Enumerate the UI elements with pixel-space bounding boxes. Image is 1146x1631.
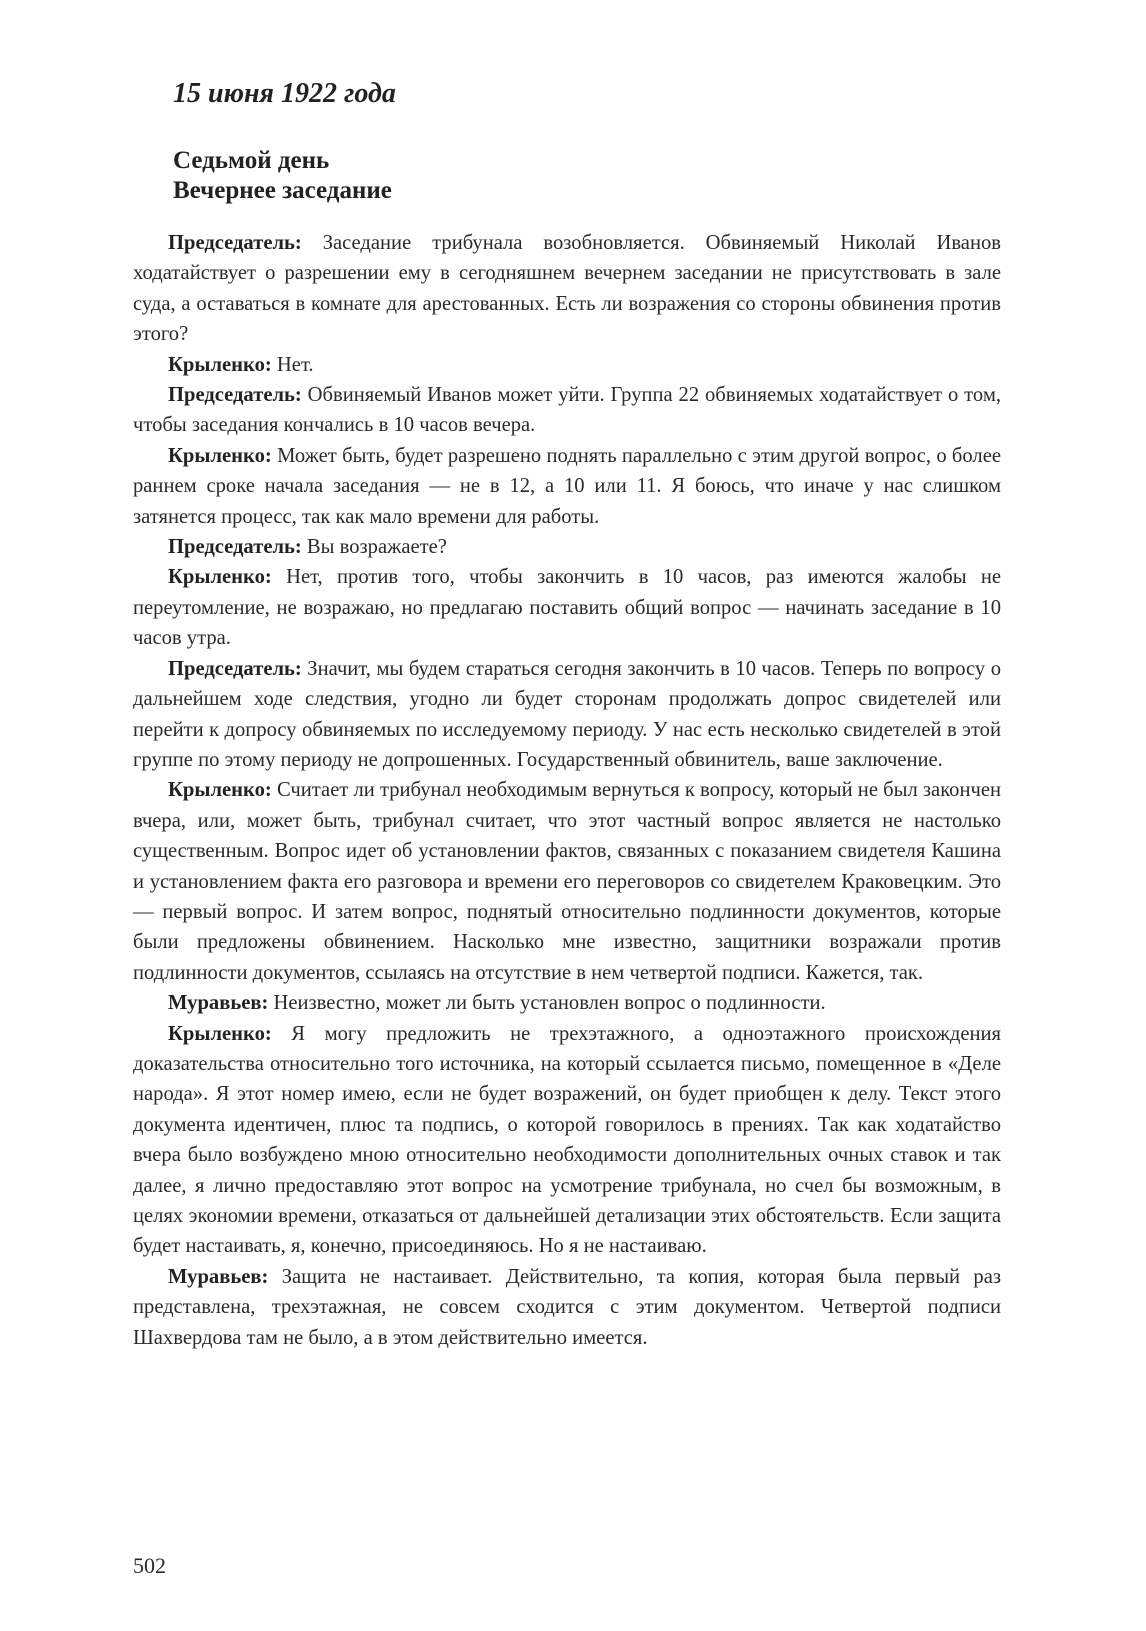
transcript-paragraph [133, 562, 1001, 653]
transcript-paragraph [133, 441, 1001, 532]
speaker-label: Председатель: [168, 232, 302, 254]
date-heading: 15 июня 1922 года [173, 78, 396, 109]
speech-text: Нет. [271, 353, 314, 376]
speaker-label: Председатель: [168, 536, 302, 559]
speaker-label: Председатель: [168, 384, 302, 407]
speech-text: Значит, мы будем стараться сегодня закончить в 10 часов. Теперь по вопросу о дальнейшем ходе следствия, угодно ли будет сторонам продолжать допрос свидетелей или перейти к допросу обвиняемых по исследуемому периоду. У нас есть несколько свидетелей в этой группе по этому периоду не допрошенных. Государственный обвинитель, ваше заключение. [133, 657, 1001, 771]
speaker-label: Муравьев: [168, 1265, 269, 1288]
transcript-body [133, 228, 1001, 1353]
transcript-paragraph [133, 350, 1001, 380]
speech-text: Заседание трибунала возобновляется. Обвиняемый Николай Иванов ходатайствует о разрешении ему в сегодняшнем вечернем заседании не присутствовать в зале суда, а оставаться в комнате для арестованных. Есть ли возражения со стороны обвинения против этого? [133, 232, 1001, 346]
transcript-paragraph [133, 775, 1001, 988]
speaker-label: Крыленко: [168, 353, 272, 376]
transcript-paragraph [133, 988, 1001, 1018]
transcript-paragraph [133, 532, 1001, 562]
speech-text: Обвиняемый Иванов может уйти. Группа 22 обвиняемых ходатайствует о том, чтобы заседания кончались в 10 часов вечера. [133, 384, 1001, 437]
section-heading-day: Седьмой день [173, 147, 330, 174]
speech-text: Вы возражаете? [301, 536, 447, 559]
transcript-paragraph [133, 380, 1001, 441]
speaker-label: Муравьев: [168, 992, 269, 1015]
speaker-label: Крыленко: [168, 779, 272, 802]
section-heading [173, 146, 392, 206]
speech-text: Неизвестно, может ли быть установлен вопрос о подлинности. [268, 992, 826, 1015]
speech-text: Защита не настаивает. Действительно, та копия, которая была первый раз представлена, трехэтажная, не совсем сходится с этим документом. Четвертой подписи Шахвердова там не было, а в этом действительно имеется. [133, 1265, 1001, 1349]
transcript-paragraph [133, 1019, 1001, 1262]
page-number: 502 [133, 1553, 166, 1578]
speaker-label: Крыленко: [168, 566, 272, 589]
speaker-label: Председатель: [168, 657, 302, 680]
speech-text: Нет, против того, чтобы закончить в 10 часов, раз имеются жалобы не переутомление, не возражаю, но предлагаю поставить общий вопрос — начинать заседание в 10 часов утра. [133, 566, 1001, 650]
speech-text: Может быть, будет разрешено поднять параллельно с этим другой вопрос, о более раннем сроке начала заседания — не в 12, а 10 или 11. Я боюсь, что иначе у нас слишком затянется процесс, так как мало времени для работы. [133, 444, 1001, 528]
speech-text: Я могу предложить не трехэтажного, а одноэтажного происхождения доказательства относительно того источника, на который ссылается письмо, помещенное в «Деле народа». Я этот номер имею, если не будет возражений, он будет приобщен к делу. Текст этого документа идентичен, плюс та подпись, о которой говорилось в прениях. Так как ходатайство вчера было возбуждено мною относительно необходимости дополнительных очных ставок и так далее, я лично предоставляю этот вопрос на усмотрение трибунала, но счел бы возможным, в целях экономии времени, отказаться от дальнейшей детализации этих обстоятельств. Если защита будет настаивать, я, конечно, присоединяюсь. Но я не настаиваю. [133, 1022, 1001, 1258]
speech-text: Считает ли трибунал необходимым вернуться к вопросу, который не был закончен вчера, или, может быть, трибунал считает, что этот частный вопрос является не настолько существенным. Вопрос идет об установлении фактов, связанных с показанием свидетеля Кашина и установлением факта его разговора и времени его переговоров со свидетелем Краковецким. Это — первый вопрос. И затем вопрос, поднятый относительно подлинности документов, которые были предложены обвинением. Насколько мне известно, защитники возражали против подлинности документов, ссылаясь на отсутствие в нем четвертой подписи. Кажется, так. [133, 779, 1001, 984]
transcript-paragraph [133, 1262, 1001, 1353]
speaker-label: Крыленко: [168, 1022, 272, 1045]
speaker-label: Крыленко: [168, 444, 272, 467]
transcript-paragraph [133, 654, 1001, 776]
transcript-paragraph [133, 228, 1001, 350]
section-heading-session: Вечернее заседание [173, 177, 392, 204]
